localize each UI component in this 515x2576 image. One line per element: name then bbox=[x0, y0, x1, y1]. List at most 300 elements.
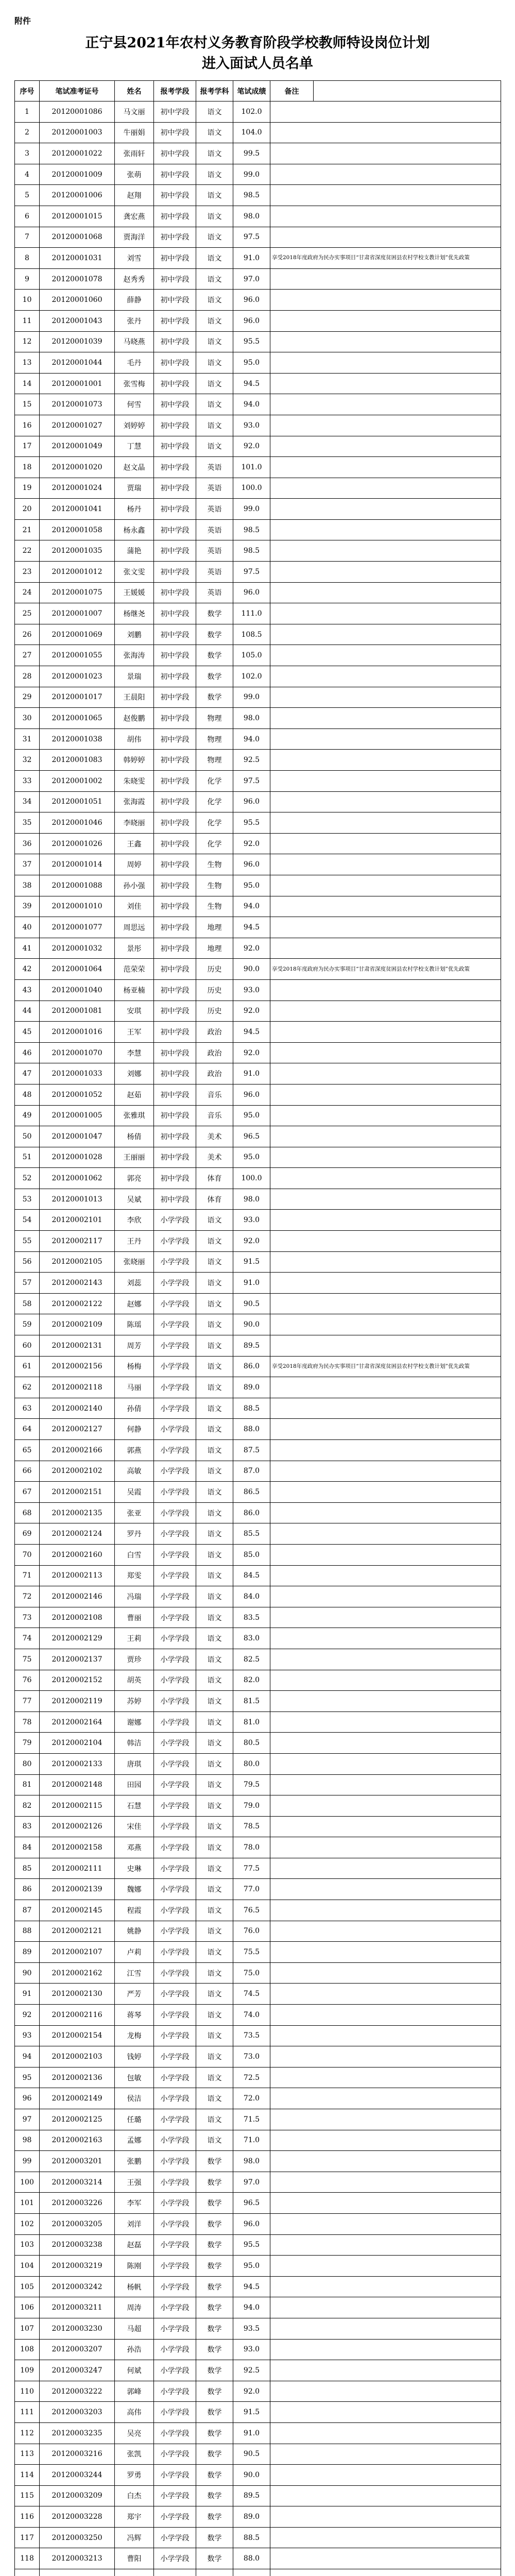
row-score: 111.0 bbox=[233, 603, 270, 624]
row-remark bbox=[270, 1879, 501, 1900]
row-school-stage: 初中学段 bbox=[154, 938, 196, 959]
row-exam-number: 20120002151 bbox=[40, 1482, 115, 1503]
row-remark bbox=[270, 1273, 501, 1294]
row-exam-number: 20120003205 bbox=[40, 2213, 115, 2234]
row-index: 22 bbox=[15, 540, 40, 562]
row-score: 94.0 bbox=[233, 728, 270, 750]
table-row bbox=[15, 2005, 501, 2026]
row-name: 邓燕 bbox=[115, 1837, 154, 1858]
row-exam-number: 20120001049 bbox=[40, 436, 115, 457]
row-subject: 英语 bbox=[196, 540, 233, 562]
row-exam-number: 20120003230 bbox=[40, 2318, 115, 2339]
row-name: 王军 bbox=[115, 1022, 154, 1043]
row-score: 98.0 bbox=[233, 1189, 270, 1210]
row-exam-number: 20120002158 bbox=[40, 1837, 115, 1858]
row-index: 66 bbox=[15, 1461, 40, 1482]
row-score: 90.0 bbox=[233, 1314, 270, 1335]
row-school-stage: 初中学段 bbox=[154, 436, 196, 457]
row-exam-number: 20120001002 bbox=[40, 771, 115, 792]
row-subject: 语文 bbox=[196, 2005, 233, 2026]
table-row bbox=[15, 1377, 501, 1398]
row-school-stage: 小学学段 bbox=[154, 2130, 196, 2151]
row-exam-number: 20120001064 bbox=[40, 959, 115, 980]
row-remark bbox=[270, 2360, 501, 2381]
row-exam-number: 20120001039 bbox=[40, 331, 115, 352]
header-school-stage: 报考学段 bbox=[154, 81, 196, 101]
row-exam-number: 20120001026 bbox=[40, 833, 115, 854]
row-name: 赵磊 bbox=[115, 2234, 154, 2256]
table-row bbox=[15, 457, 501, 478]
row-score: 86.5 bbox=[233, 1482, 270, 1503]
row-subject: 语文 bbox=[196, 1273, 233, 1294]
row-school-stage: 小学学段 bbox=[154, 2151, 196, 2172]
table-row bbox=[15, 1084, 501, 1105]
row-remark bbox=[270, 2527, 501, 2548]
row-score: 108.5 bbox=[233, 624, 270, 645]
row-name: 王丹 bbox=[115, 1231, 154, 1252]
table-row bbox=[15, 1858, 501, 1879]
row-index: 49 bbox=[15, 1105, 40, 1126]
row-subject: 语文 bbox=[196, 1565, 233, 1586]
table-row bbox=[15, 1210, 501, 1231]
row-remark bbox=[270, 833, 501, 854]
row-score: 73.5 bbox=[233, 2025, 270, 2046]
row-remark bbox=[270, 812, 501, 834]
row-subject: 音乐 bbox=[196, 1084, 233, 1105]
row-index: 99 bbox=[15, 2151, 40, 2172]
row-school-stage: 小学学段 bbox=[154, 2444, 196, 2465]
row-index: 112 bbox=[15, 2422, 40, 2444]
row-score: 93.0 bbox=[233, 1210, 270, 1231]
table-row bbox=[15, 1022, 501, 1043]
row-exam-number: 20120001077 bbox=[40, 917, 115, 938]
row-index: 58 bbox=[15, 1293, 40, 1314]
row-remark bbox=[270, 1461, 501, 1482]
table-row bbox=[15, 1795, 501, 1817]
row-subject: 语文 bbox=[196, 227, 233, 248]
row-name: 张亚 bbox=[115, 1502, 154, 1523]
row-name: 张文雯 bbox=[115, 562, 154, 583]
row-exam-number: 20120003213 bbox=[40, 2548, 115, 2569]
row-remark bbox=[270, 708, 501, 729]
row-subject: 语文 bbox=[196, 1502, 233, 1523]
row-exam-number: 20120001015 bbox=[40, 206, 115, 227]
row-exam-number: 20120001088 bbox=[40, 875, 115, 896]
row-name: 李晓丽 bbox=[115, 812, 154, 834]
row-remark bbox=[270, 1628, 501, 1649]
row-exam-number: 20120001013 bbox=[40, 1189, 115, 1210]
row-school-stage: 初中学段 bbox=[154, 959, 196, 980]
row-school-stage: 小学学段 bbox=[154, 2381, 196, 2402]
row-index: 89 bbox=[15, 1942, 40, 1963]
table-row bbox=[15, 2548, 501, 2569]
table-row bbox=[15, 227, 501, 248]
row-subject: 数学 bbox=[196, 666, 233, 687]
row-school-stage: 初中学段 bbox=[154, 415, 196, 436]
row-school-stage: 初中学段 bbox=[154, 352, 196, 374]
row-index: 111 bbox=[15, 2402, 40, 2423]
row-exam-number: 20120002104 bbox=[40, 1733, 115, 1754]
row-exam-number: 20120001007 bbox=[40, 603, 115, 624]
row-remark bbox=[270, 2569, 501, 2576]
row-school-stage: 初中学段 bbox=[154, 1063, 196, 1084]
row-remark bbox=[270, 1147, 501, 1168]
row-exam-number: 20120002108 bbox=[40, 1607, 115, 1628]
row-school-stage: 小学学段 bbox=[154, 1984, 196, 2005]
row-exam-number: 20120001086 bbox=[40, 101, 115, 123]
row-index: 63 bbox=[15, 1398, 40, 1419]
row-school-stage: 小学学段 bbox=[154, 1711, 196, 1733]
row-subject: 生物 bbox=[196, 875, 233, 896]
row-exam-number: 20120003247 bbox=[40, 2360, 115, 2381]
row-remark bbox=[270, 1084, 501, 1105]
row-subject: 历史 bbox=[196, 1001, 233, 1022]
row-score: 80.0 bbox=[233, 1753, 270, 1774]
row-score: 96.0 bbox=[233, 290, 270, 311]
row-name: 张鹏 bbox=[115, 2151, 154, 2172]
row-index: 90 bbox=[15, 1962, 40, 1984]
table-row bbox=[15, 1231, 501, 1252]
row-name: 胡伟 bbox=[115, 728, 154, 750]
row-subject: 数学 bbox=[196, 2193, 233, 2214]
row-index: 25 bbox=[15, 603, 40, 624]
row-subject: 语文 bbox=[196, 1461, 233, 1482]
row-school-stage: 小学学段 bbox=[154, 2360, 196, 2381]
row-score: 94.0 bbox=[233, 2297, 270, 2318]
row-index: 95 bbox=[15, 2067, 40, 2088]
row-index: 115 bbox=[15, 2485, 40, 2506]
row-index: 60 bbox=[15, 1335, 40, 1357]
row-subject: 语文 bbox=[196, 1691, 233, 1712]
table-row bbox=[15, 603, 501, 624]
table-row bbox=[15, 2465, 501, 2486]
row-name: 杨倩 bbox=[115, 1126, 154, 1147]
row-remark bbox=[270, 1670, 501, 1691]
row-exam-number: 20120002126 bbox=[40, 1816, 115, 1837]
row-school-stage: 小学学段 bbox=[154, 1565, 196, 1586]
row-school-stage: 初中学段 bbox=[154, 1168, 196, 1189]
row-school-stage: 小学学段 bbox=[154, 1921, 196, 1942]
row-name: 刘娜 bbox=[115, 1063, 154, 1084]
row-school-stage: 小学学段 bbox=[154, 1251, 196, 1273]
row-remark bbox=[270, 101, 501, 123]
attachment-label: 附件 bbox=[14, 16, 31, 26]
row-exam-number: 20120003228 bbox=[40, 2506, 115, 2528]
row-exam-number: 20120001060 bbox=[40, 290, 115, 311]
table-row bbox=[15, 2444, 501, 2465]
row-exam-number: 20120001051 bbox=[40, 791, 115, 812]
row-subject: 语文 bbox=[196, 394, 233, 415]
table-row bbox=[15, 1733, 501, 1754]
row-exam-number: 20120002149 bbox=[40, 2088, 115, 2109]
row-subject: 数学 bbox=[196, 2444, 233, 2465]
row-school-stage: 小学学段 bbox=[154, 1482, 196, 1503]
table-row bbox=[15, 2506, 501, 2528]
row-score: 94.5 bbox=[233, 373, 270, 394]
row-remark bbox=[270, 645, 501, 666]
row-index: 113 bbox=[15, 2444, 40, 2465]
row-name: 郭燕 bbox=[115, 1440, 154, 1461]
row-index: 3 bbox=[15, 143, 40, 164]
table-row bbox=[15, 1502, 501, 1523]
row-school-stage: 初中学段 bbox=[154, 1147, 196, 1168]
row-name: 马超 bbox=[115, 2318, 154, 2339]
row-exam-number: 20120003203 bbox=[40, 2402, 115, 2423]
row-index: 44 bbox=[15, 1001, 40, 1022]
row-index: 88 bbox=[15, 1921, 40, 1942]
row-subject: 语文 bbox=[196, 1419, 233, 1440]
row-index: 101 bbox=[15, 2193, 40, 2214]
row-name: 孟娜 bbox=[115, 2130, 154, 2151]
row-school-stage: 小学学段 bbox=[154, 2506, 196, 2528]
row-remark bbox=[270, 1921, 501, 1942]
row-school-stage: 小学学段 bbox=[154, 1858, 196, 1879]
row-subject: 语文 bbox=[196, 1962, 233, 1984]
row-subject: 语文 bbox=[196, 1942, 233, 1963]
table-row bbox=[15, 1565, 501, 1586]
row-score: 89.0 bbox=[233, 1377, 270, 1398]
row-score: 72.5 bbox=[233, 2067, 270, 2088]
row-exam-number: 20120003214 bbox=[40, 2172, 115, 2193]
row-score: 102.0 bbox=[233, 666, 270, 687]
row-index: 104 bbox=[15, 2256, 40, 2277]
row-remark bbox=[270, 1649, 501, 1670]
row-score: 85.5 bbox=[233, 1523, 270, 1545]
row-school-stage: 初中学段 bbox=[154, 122, 196, 143]
row-name: 卢莉 bbox=[115, 1942, 154, 1963]
row-index bbox=[15, 2569, 40, 2576]
row-index: 20 bbox=[15, 499, 40, 520]
row-school-stage: 小学学段 bbox=[154, 1879, 196, 1900]
title-line-2: 进入面试人员名单 bbox=[202, 56, 313, 72]
row-remark bbox=[270, 1419, 501, 1440]
row-subject: 美术 bbox=[196, 1147, 233, 1168]
row-name: 白杰 bbox=[115, 2485, 154, 2506]
row-subject: 数学 bbox=[196, 2318, 233, 2339]
row-exam-number: 20120001046 bbox=[40, 812, 115, 834]
row-remark bbox=[270, 1711, 501, 1733]
row-score: 97.0 bbox=[233, 268, 270, 290]
table-row bbox=[15, 373, 501, 394]
row-exam-number: 20120001033 bbox=[40, 1063, 115, 1084]
row-exam-number: 20120002129 bbox=[40, 1628, 115, 1649]
header-subject: 报考学科 bbox=[196, 81, 233, 101]
row-subject: 语文 bbox=[196, 248, 233, 269]
row-score: 76.0 bbox=[233, 1921, 270, 1942]
row-score: 98.5 bbox=[233, 540, 270, 562]
row-subject: 语文 bbox=[196, 1816, 233, 1837]
table-row bbox=[15, 1837, 501, 1858]
row-score: 92.0 bbox=[233, 1001, 270, 1022]
row-exam-number: 20120003216 bbox=[40, 2444, 115, 2465]
row-subject: 化学 bbox=[196, 791, 233, 812]
row-school-stage: 初中学段 bbox=[154, 1084, 196, 1105]
row-remark bbox=[270, 1502, 501, 1523]
row-remark bbox=[270, 1063, 501, 1084]
table-row bbox=[15, 164, 501, 185]
row-remark bbox=[270, 1565, 501, 1586]
row-remark bbox=[270, 2234, 501, 2256]
row-index: 108 bbox=[15, 2339, 40, 2360]
row-subject: 化学 bbox=[196, 812, 233, 834]
row-school-stage: 初中学段 bbox=[154, 562, 196, 583]
row-remark bbox=[270, 1607, 501, 1628]
row-remark bbox=[270, 1962, 501, 1984]
row-subject: 语文 bbox=[196, 2025, 233, 2046]
row-subject: 政治 bbox=[196, 1042, 233, 1063]
row-subject: 语文 bbox=[196, 1251, 233, 1273]
row-school-stage: 初中学段 bbox=[154, 1105, 196, 1126]
row-index: 52 bbox=[15, 1168, 40, 1189]
row-school-stage: 小学学段 bbox=[154, 1356, 196, 1377]
row-name: 王丽丽 bbox=[115, 1147, 154, 1168]
row-subject: 英语 bbox=[196, 457, 233, 478]
row-exam-number: 20120002111 bbox=[40, 1858, 115, 1879]
row-remark bbox=[270, 2402, 501, 2423]
row-school-stage: 初中学段 bbox=[154, 854, 196, 875]
row-score: 78.0 bbox=[233, 1837, 270, 1858]
row-exam-number: 20120002154 bbox=[40, 2025, 115, 2046]
row-index: 68 bbox=[15, 1502, 40, 1523]
row-name: 周芳 bbox=[115, 1335, 154, 1357]
row-score: 92.0 bbox=[233, 1042, 270, 1063]
row-remark bbox=[270, 415, 501, 436]
row-remark bbox=[270, 310, 501, 331]
table-row bbox=[15, 959, 501, 980]
row-remark bbox=[270, 875, 501, 896]
row-score: 79.5 bbox=[233, 1774, 270, 1795]
row-subject: 语文 bbox=[196, 1879, 233, 1900]
row-index: 47 bbox=[15, 1063, 40, 1084]
row-subject: 物理 bbox=[196, 728, 233, 750]
row-index: 30 bbox=[15, 708, 40, 729]
table-row bbox=[15, 2088, 501, 2109]
row-subject: 数学 bbox=[196, 624, 233, 645]
row-school-stage: 初中学段 bbox=[154, 603, 196, 624]
row-name: 姚静 bbox=[115, 1921, 154, 1942]
row-exam-number: 20120001016 bbox=[40, 1022, 115, 1043]
table-row bbox=[15, 1900, 501, 1921]
row-name: 严芳 bbox=[115, 1984, 154, 2005]
row-school-stage: 小学学段 bbox=[154, 1816, 196, 1837]
row-subject: 生物 bbox=[196, 896, 233, 917]
header-spacer bbox=[314, 81, 501, 101]
row-remark: 享受2018年度政府为民办实事项目“甘肃省深度贫困县农村学校支教计划”优先政策 bbox=[270, 959, 501, 980]
row-exam-number: 20120003211 bbox=[40, 2297, 115, 2318]
row-exam-number: 20120002135 bbox=[40, 1502, 115, 1523]
row-school-stage: 小学学段 bbox=[154, 1670, 196, 1691]
row-name: 史琳 bbox=[115, 1858, 154, 1879]
table-row bbox=[15, 582, 501, 603]
row-remark bbox=[270, 728, 501, 750]
row-remark bbox=[270, 2381, 501, 2402]
row-subject: 语文 bbox=[196, 101, 233, 123]
row-score: 99.0 bbox=[233, 687, 270, 708]
row-subject: 数学 bbox=[196, 2297, 233, 2318]
table-row bbox=[15, 917, 501, 938]
row-name: 赵翔 bbox=[115, 185, 154, 206]
row-index: 9 bbox=[15, 268, 40, 290]
row-school-stage: 初中学段 bbox=[154, 1189, 196, 1210]
row-subject: 语文 bbox=[196, 1649, 233, 1670]
row-remark bbox=[270, 2297, 501, 2318]
row-subject: 历史 bbox=[196, 959, 233, 980]
row-name: 张萌 bbox=[115, 164, 154, 185]
row-score: 88.5 bbox=[233, 2527, 270, 2548]
row-school-stage: 小学学段 bbox=[154, 1962, 196, 1984]
table-row bbox=[15, 2485, 501, 2506]
table-row bbox=[15, 562, 501, 583]
row-index: 21 bbox=[15, 519, 40, 540]
row-remark bbox=[270, 603, 501, 624]
row-remark bbox=[270, 1042, 501, 1063]
row-name: 李军 bbox=[115, 2193, 154, 2214]
row-remark bbox=[270, 2318, 501, 2339]
row-name: 张雪梅 bbox=[115, 373, 154, 394]
row-school-stage: 小学学段 bbox=[154, 2109, 196, 2130]
row-score: 87.0 bbox=[233, 1461, 270, 1482]
row-name: 杨梅 bbox=[115, 1356, 154, 1377]
table-row bbox=[15, 415, 501, 436]
table-row bbox=[15, 1523, 501, 1545]
row-index: 91 bbox=[15, 1984, 40, 2005]
row-index: 40 bbox=[15, 917, 40, 938]
row-name: 冯辉 bbox=[115, 2527, 154, 2548]
row-remark bbox=[270, 687, 501, 708]
row-exam-number: 20120001035 bbox=[40, 540, 115, 562]
row-school-stage: 初中学段 bbox=[154, 540, 196, 562]
row-school-stage: 初中学段 bbox=[154, 478, 196, 499]
row-remark bbox=[270, 2109, 501, 2130]
row-name: 郭峰 bbox=[115, 2381, 154, 2402]
row-subject: 数学 bbox=[196, 687, 233, 708]
row-remark bbox=[270, 1210, 501, 1231]
row-name: 马丽 bbox=[115, 1377, 154, 1398]
table-row bbox=[15, 2213, 501, 2234]
row-subject: 语文 bbox=[196, 1900, 233, 1921]
row-school-stage: 小学学段 bbox=[154, 2005, 196, 2026]
row-school-stage: 初中学段 bbox=[154, 457, 196, 478]
row-index: 29 bbox=[15, 687, 40, 708]
row-school-stage: 小学学段 bbox=[154, 1231, 196, 1252]
table-row bbox=[15, 2527, 501, 2548]
row-school-stage: 小学学段 bbox=[154, 1419, 196, 1440]
row-index: 10 bbox=[15, 290, 40, 311]
row-exam-number: 20120001047 bbox=[40, 1126, 115, 1147]
row-remark bbox=[270, 457, 501, 478]
row-name: 张凯 bbox=[115, 2444, 154, 2465]
row-subject: 语文 bbox=[196, 1733, 233, 1754]
row-exam-number: 20120001052 bbox=[40, 1084, 115, 1105]
table-row bbox=[15, 1314, 501, 1335]
row-exam-number: 20120001010 bbox=[40, 896, 115, 917]
row-score: 90.0 bbox=[233, 2465, 270, 2486]
row-name: 曹阳 bbox=[115, 2548, 154, 2569]
row-name: 张雨轩 bbox=[115, 143, 154, 164]
row-score: 88.5 bbox=[233, 1398, 270, 1419]
row-subject: 数学 bbox=[196, 2256, 233, 2277]
row-index: 32 bbox=[15, 750, 40, 771]
row-index: 36 bbox=[15, 833, 40, 854]
row-name: 刘蕊 bbox=[115, 1273, 154, 1294]
row-index: 114 bbox=[15, 2465, 40, 2486]
row-score: 91.5 bbox=[233, 1251, 270, 1273]
row-index: 42 bbox=[15, 959, 40, 980]
row-score: 73.0 bbox=[233, 2046, 270, 2067]
table-row bbox=[15, 1461, 501, 1482]
row-name: 谢娜 bbox=[115, 1711, 154, 1733]
row-name: 任璐 bbox=[115, 2109, 154, 2130]
